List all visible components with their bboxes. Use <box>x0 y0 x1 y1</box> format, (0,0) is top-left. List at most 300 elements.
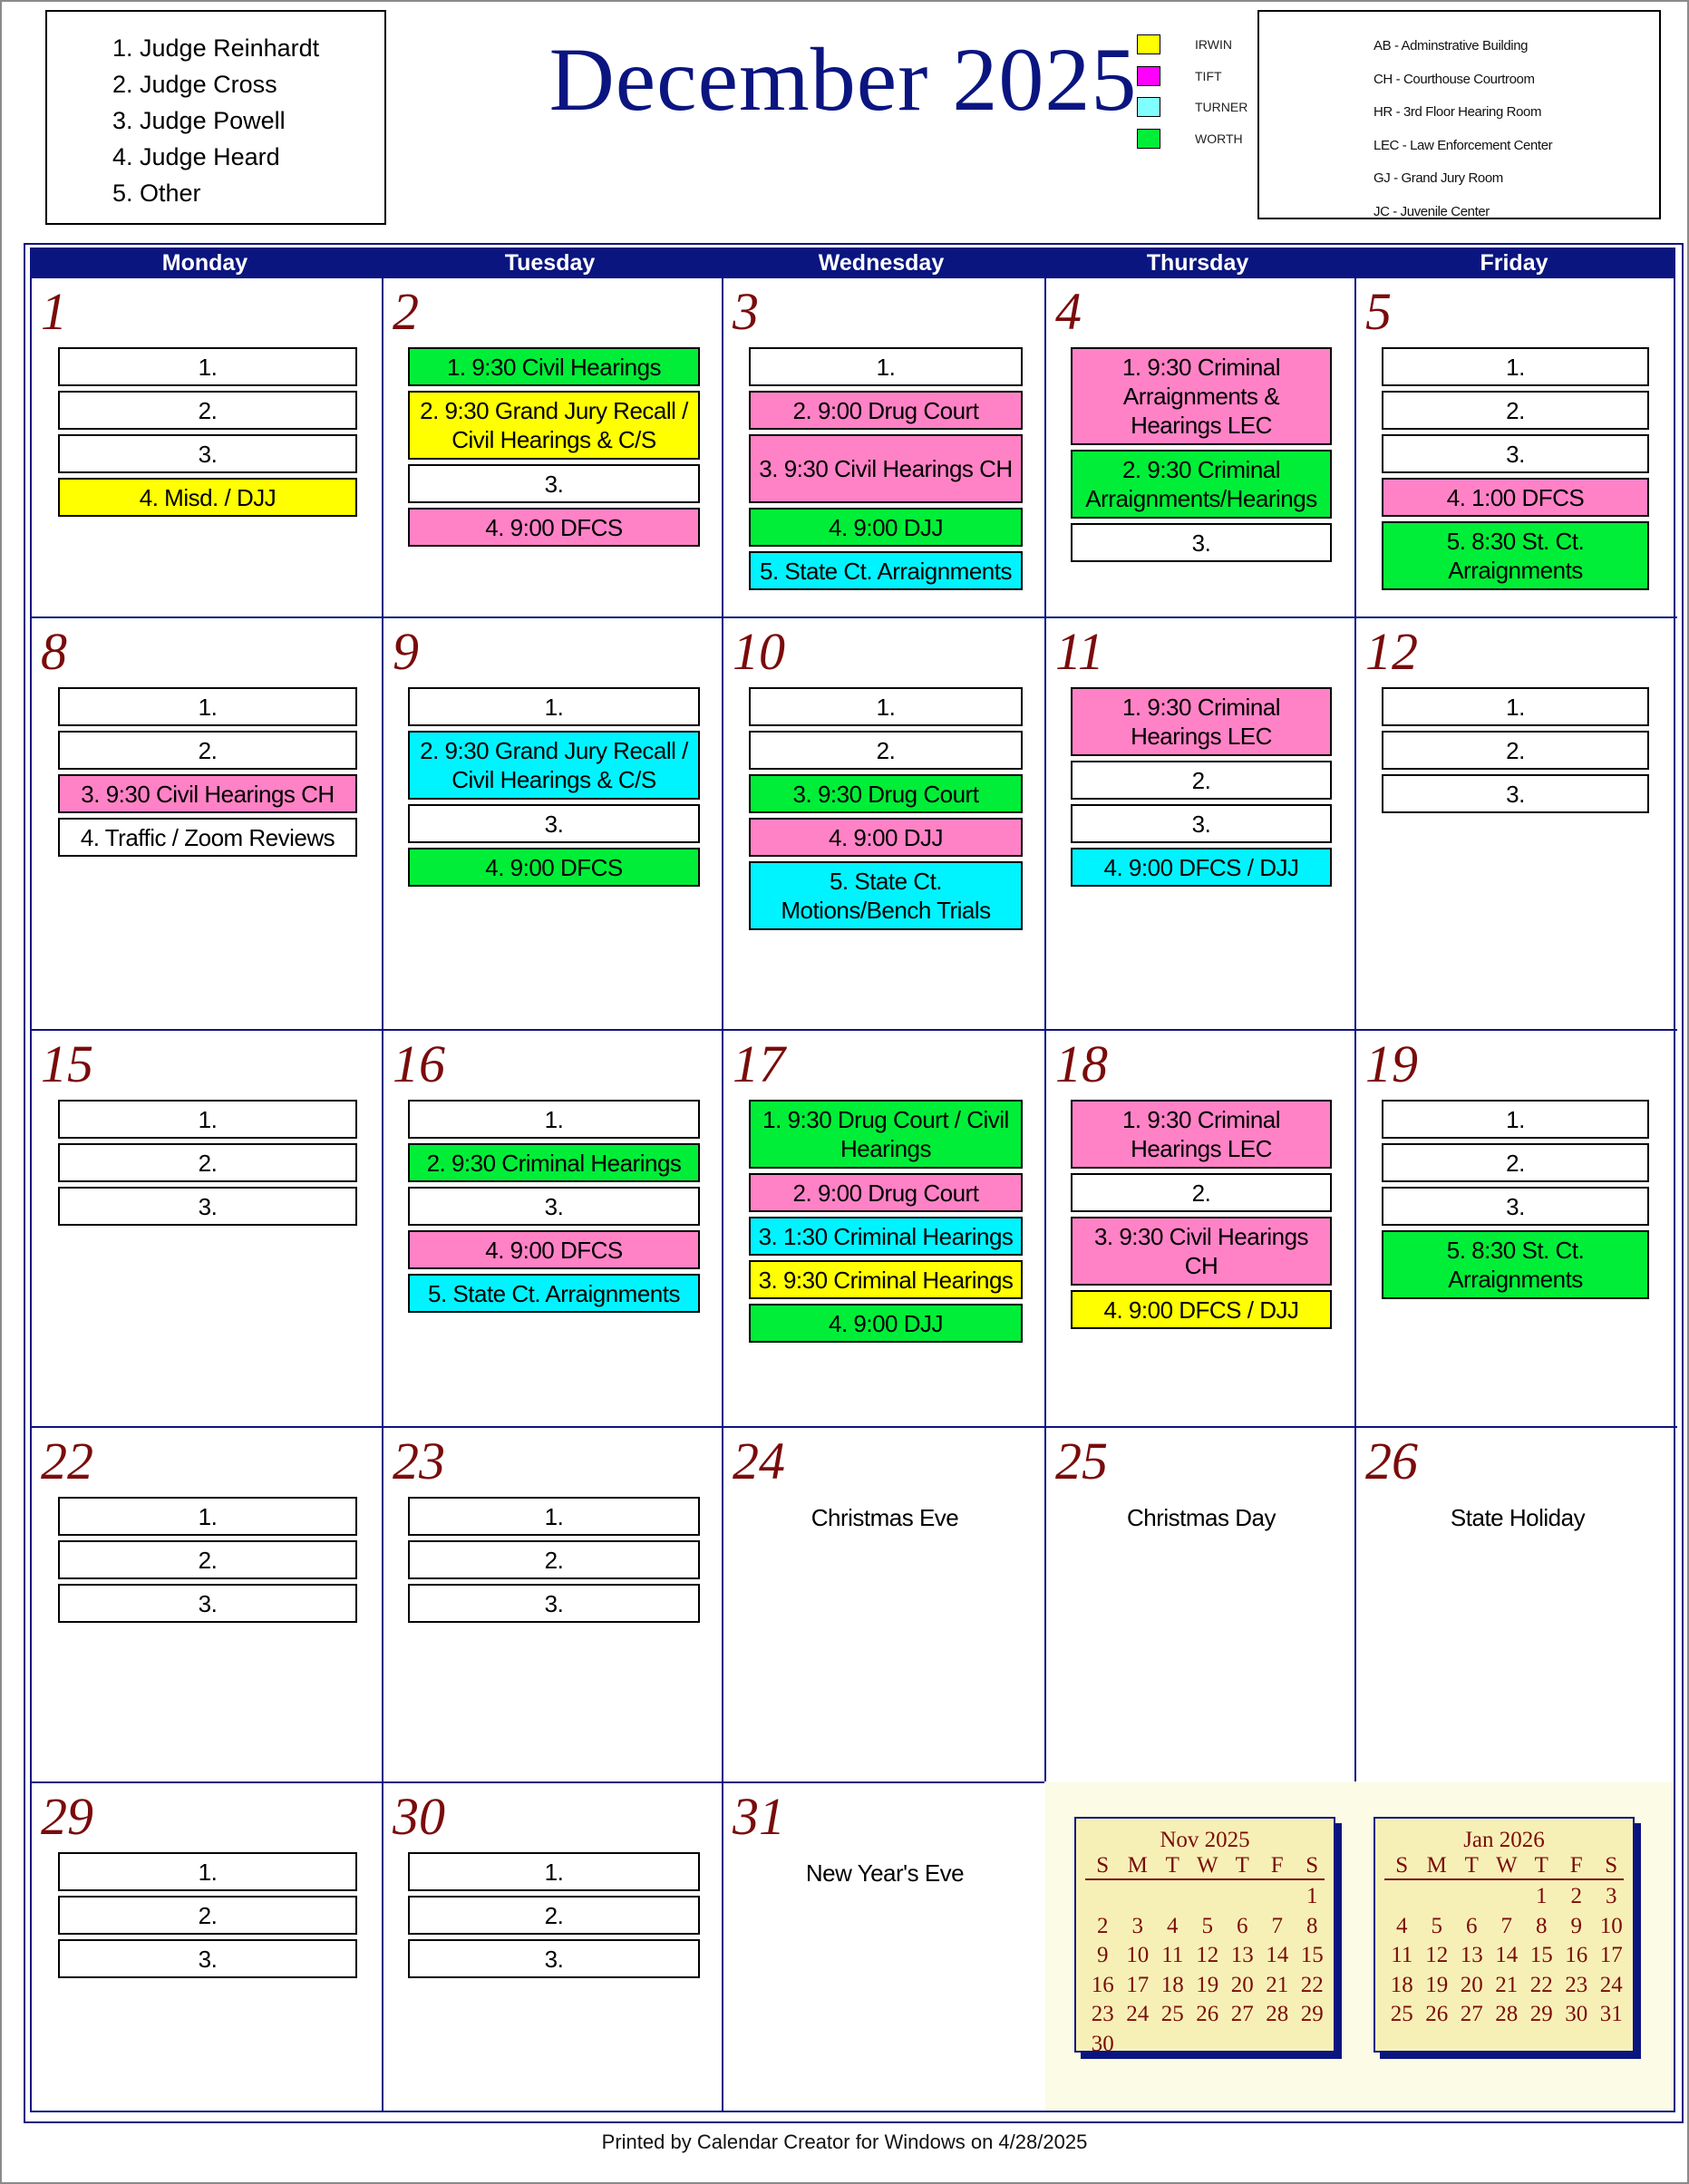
event-entry[interactable] <box>408 1187 700 1226</box>
mini-day: 22 <box>1529 1972 1553 1997</box>
judge-item: 5. Other <box>112 180 201 207</box>
event-text: 1. <box>198 1502 218 1530</box>
event-text: 4. 9:00 DJJ <box>828 1309 943 1337</box>
day-cell-22 <box>32 1426 382 1781</box>
day-cell-4 <box>1044 278 1354 616</box>
event-entry[interactable] <box>58 731 357 770</box>
day-number: 5 <box>1365 282 1392 341</box>
event-text: 4. 9:00 DFCS <box>485 853 623 881</box>
mini-day: 16 <box>1091 1972 1114 1997</box>
event-text: 2. 9:00 Drug Court <box>792 396 979 424</box>
event-entry[interactable] <box>408 464 700 503</box>
mini-day: 10 <box>1599 1913 1623 1938</box>
event-text: 3. 9:30 Civil Hearings CH <box>759 455 1013 482</box>
mini-calendar-title: Nov 2025 <box>1160 1828 1250 1852</box>
judge-item: 1. Judge Reinhardt <box>112 34 320 62</box>
event-text: 1. 9:30 Drug Court / Civil Hearings <box>762 1106 1009 1162</box>
event-entry[interactable] <box>408 1540 700 1579</box>
mini-calendar-days <box>1085 1882 1325 2059</box>
event-entry[interactable] <box>58 1584 357 1623</box>
county-label: TIFT <box>1195 68 1222 83</box>
mini-day: 2 <box>1097 1913 1109 1938</box>
mini-day: 19 <box>1196 1972 1219 1997</box>
mini-day: 9 <box>1570 1913 1582 1938</box>
event-text: 4. 9:00 DFCS <box>485 513 623 541</box>
mini-day: 26 <box>1425 2002 1449 2026</box>
event-text: 1. 9:30 Criminal Hearings LEC <box>1121 1106 1281 1162</box>
print-footer: Printed by Calendar Creator for Windows on 4/28/2025 <box>601 2131 1088 2153</box>
event-entry[interactable] <box>58 1497 357 1536</box>
event-entry[interactable] <box>749 774 1023 813</box>
event-text: 3. <box>544 810 564 838</box>
mini-day: 29 <box>1529 2002 1553 2026</box>
mini-blank <box>1490 1882 1525 1912</box>
event-entry[interactable] <box>58 687 357 726</box>
event-entry[interactable] <box>408 1230 700 1269</box>
mini-weekday: T <box>1235 1853 1249 1878</box>
day-number: 18 <box>1055 1034 1108 1093</box>
day-cell-2 <box>382 278 722 616</box>
event-entry[interactable] <box>1071 804 1332 843</box>
day-cell-8 <box>32 616 382 1029</box>
mini-weekday: S <box>1395 1853 1409 1878</box>
judge-item: 2. Judge Cross <box>112 71 277 98</box>
day-cell-17 <box>722 1029 1044 1426</box>
location-item: JC - Juvenile Center <box>1374 203 1490 219</box>
mini-weekday: W <box>1495 1853 1518 1878</box>
mini-day: 1 <box>1306 1884 1318 1908</box>
mini-day: 19 <box>1425 1972 1449 1997</box>
event-entry[interactable] <box>1071 1290 1332 1329</box>
event-entry[interactable] <box>408 1584 700 1623</box>
day-cell-16 <box>382 1029 722 1426</box>
event-entry[interactable] <box>58 1143 357 1182</box>
event-text: 1. 9:30 Criminal Hearings LEC <box>1121 694 1281 750</box>
mini-day: 21 <box>1495 1972 1519 1997</box>
mini-day: 4 <box>1396 1913 1408 1938</box>
weekday-header <box>30 248 1675 278</box>
mini-blank <box>1085 1882 1121 1912</box>
mini-day: 23 <box>1091 2002 1114 2026</box>
event-entry[interactable] <box>58 1939 357 1978</box>
mini-weekday: F <box>1569 1853 1583 1878</box>
mini-weekday: T <box>1464 1853 1479 1878</box>
event-entry[interactable] <box>749 551 1023 590</box>
mini-day: 4 <box>1167 1913 1179 1938</box>
event-text: 3. <box>544 1945 564 1973</box>
mini-day: 14 <box>1495 1943 1519 1967</box>
event-entry[interactable] <box>408 1274 700 1313</box>
event-text: 2. 9:30 Grand Jury Recall / Civil Hearings & C/S <box>420 737 688 793</box>
mini-calendar-nov-2025 <box>1074 1817 1335 2056</box>
event-entry[interactable] <box>749 1304 1023 1343</box>
mini-day: 27 <box>1230 2002 1254 2026</box>
mini-day: 15 <box>1300 1943 1324 1967</box>
event-entry[interactable] <box>58 774 357 813</box>
mini-calendar-weekdays <box>1085 1853 1325 1880</box>
mini-blank <box>1190 1882 1226 1912</box>
event-entry[interactable] <box>1382 478 1649 517</box>
day-number: 9 <box>393 622 419 681</box>
weekday-friday: Friday <box>1480 250 1548 276</box>
day-number: 30 <box>393 1787 445 1846</box>
location-item: LEC - Law Enforcement Center <box>1374 137 1553 153</box>
event-entry[interactable] <box>58 1187 357 1226</box>
day-number: 4 <box>1055 282 1082 341</box>
mini-day: 8 <box>1306 1913 1318 1938</box>
event-text: 4. 9:00 DFCS <box>485 1236 623 1264</box>
location-item: HR - 3rd Floor Hearing Room <box>1374 104 1542 120</box>
event-entry[interactable] <box>408 687 700 726</box>
mini-day: 7 <box>1271 1913 1283 1938</box>
event-text: 3. <box>1506 440 1525 468</box>
event-text: 1. <box>198 1858 218 1886</box>
mini-day: 1 <box>1536 1884 1548 1908</box>
event-entry[interactable] <box>749 687 1023 726</box>
event-entry[interactable] <box>408 731 700 800</box>
county-color-legend <box>1137 29 1247 154</box>
event-entry[interactable] <box>408 848 700 887</box>
mini-day: 8 <box>1536 1913 1548 1938</box>
event-entry[interactable] <box>1071 848 1332 887</box>
day-number: 26 <box>1365 1432 1418 1490</box>
day-cell-19 <box>1354 1029 1677 1426</box>
event-text: 1. <box>876 693 896 721</box>
locations-legend <box>1257 10 1661 219</box>
mini-day: 12 <box>1196 1943 1219 1967</box>
day-cell-29 <box>32 1781 382 2111</box>
event-entry[interactable] <box>408 1896 700 1935</box>
event-entry[interactable] <box>58 818 357 857</box>
event-entry[interactable] <box>58 434 357 473</box>
event-entry[interactable] <box>1071 1100 1332 1169</box>
mini-weekday: S <box>1605 1853 1618 1878</box>
event-text: 3. <box>198 1945 218 1973</box>
event-text: 4. Traffic / Zoom Reviews <box>80 823 335 851</box>
day-note: Christmas Eve <box>811 1504 959 1531</box>
mini-day: 12 <box>1425 1943 1449 1967</box>
event-text: 2. 9:30 Criminal Hearings <box>426 1149 682 1177</box>
event-text: 3. 1:30 Criminal Hearings <box>758 1222 1014 1250</box>
event-entry[interactable] <box>408 1852 700 1891</box>
event-text: 4. 9:00 DFCS / DJJ <box>1103 1296 1299 1324</box>
event-text: 2. 9:30 Grand Jury Recall / Civil Hearings & C/S <box>420 397 688 453</box>
day-number: 29 <box>41 1787 93 1846</box>
event-entry[interactable] <box>1382 1187 1649 1226</box>
event-entry[interactable] <box>408 508 700 547</box>
event-entry[interactable] <box>749 1217 1023 1256</box>
event-entry[interactable] <box>749 508 1023 547</box>
event-text: 1. <box>198 1105 218 1133</box>
county-legend-item <box>1137 61 1247 92</box>
day-number: 17 <box>733 1034 785 1093</box>
day-cell-12 <box>1354 616 1677 1029</box>
event-entry[interactable] <box>1071 347 1332 445</box>
event-text: 2. <box>198 736 218 764</box>
day-cell-5 <box>1354 278 1677 616</box>
event-text: 2. <box>198 1546 218 1574</box>
event-text: 3. <box>198 440 218 468</box>
day-note: State Holiday <box>1450 1504 1586 1531</box>
mini-weekday: T <box>1165 1853 1179 1878</box>
judges-legend <box>45 10 386 225</box>
event-entry[interactable] <box>408 391 700 460</box>
day-number: 10 <box>733 622 785 681</box>
event-entry[interactable] <box>749 1100 1023 1169</box>
event-text: 1. <box>544 1502 564 1530</box>
county-label: IRWIN <box>1195 37 1232 53</box>
county-label: WORTH <box>1195 131 1243 146</box>
weekday-tuesday: Tuesday <box>504 250 596 276</box>
mini-day: 30 <box>1565 2002 1588 2026</box>
event-entry[interactable] <box>58 1896 357 1935</box>
event-text: 2. <box>198 1149 218 1177</box>
day-number: 16 <box>393 1034 445 1093</box>
event-entry[interactable] <box>408 347 700 386</box>
event-entry[interactable] <box>58 347 357 386</box>
mini-day: 5 <box>1431 1913 1442 1938</box>
mini-day: 17 <box>1599 1943 1623 1967</box>
event-text: 3. 9:30 Civil Hearings CH <box>81 780 335 808</box>
event-entry[interactable] <box>1382 347 1649 386</box>
event-text: 1. <box>1506 353 1525 381</box>
mini-day: 30 <box>1091 2031 1114 2056</box>
event-entry[interactable] <box>1071 1217 1332 1286</box>
calendar-title: December 2025 <box>548 29 1138 130</box>
mini-day: 16 <box>1565 1943 1588 1967</box>
event-entry[interactable] <box>408 1100 700 1139</box>
event-text: 2. <box>1191 1179 1211 1207</box>
event-text: 5. 8:30 St. Ct. Arraignments <box>1446 1237 1585 1293</box>
mini-blank <box>1454 1882 1490 1912</box>
event-entry[interactable] <box>408 1497 700 1536</box>
day-number: 22 <box>41 1432 93 1490</box>
mini-day: 26 <box>1196 2002 1219 2026</box>
day-cell-11 <box>1044 616 1354 1029</box>
weekday-wednesday: Wednesday <box>818 250 945 276</box>
event-entry[interactable] <box>1071 523 1332 562</box>
event-text: 5. State Ct. Arraignments <box>760 557 1012 585</box>
day-cell-24 <box>722 1426 1044 1781</box>
event-entry[interactable] <box>1382 1100 1649 1139</box>
mini-day: 27 <box>1460 2002 1483 2026</box>
county-legend-item <box>1137 123 1247 155</box>
mini-calendar-days <box>1384 1882 1624 2030</box>
event-entry[interactable] <box>408 804 700 843</box>
event-entry[interactable] <box>1382 1230 1649 1299</box>
day-cell-23 <box>382 1426 722 1781</box>
event-text: 3. 9:30 Criminal Hearings <box>758 1266 1014 1294</box>
event-text: 5. State Ct. Arraignments <box>428 1279 680 1307</box>
day-cell-3 <box>722 278 1044 616</box>
event-text: 3. <box>1191 810 1211 838</box>
day-number: 19 <box>1365 1034 1418 1093</box>
event-text: 3. <box>198 1589 218 1617</box>
mini-day: 25 <box>1160 2002 1184 2026</box>
day-number: 23 <box>393 1432 445 1490</box>
event-text: 2. 9:30 Criminal Arraignments/Hearings <box>1085 456 1317 512</box>
mini-day: 28 <box>1495 2002 1519 2026</box>
event-entry[interactable] <box>408 1143 700 1182</box>
mini-blank <box>1121 1882 1156 1912</box>
mini-day: 7 <box>1500 1913 1512 1938</box>
event-entry[interactable] <box>749 391 1023 430</box>
event-text: 1. <box>1506 693 1525 721</box>
mini-blank <box>1225 1882 1260 1912</box>
mini-day: 3 <box>1131 1913 1143 1938</box>
day-note: Christmas Day <box>1127 1504 1276 1531</box>
mini-day: 14 <box>1266 1943 1289 1967</box>
mini-day: 23 <box>1565 1972 1588 1997</box>
event-text: 2. <box>544 1901 564 1929</box>
event-text: 4. Misd. / DJJ <box>139 483 277 511</box>
event-entry[interactable] <box>1382 391 1649 430</box>
mini-day: 9 <box>1097 1943 1109 1967</box>
county-legend-item <box>1137 29 1247 61</box>
event-text: 3. <box>1506 1192 1525 1220</box>
event-text: 5. 8:30 St. Ct. Arraignments <box>1446 528 1585 584</box>
mini-day: 13 <box>1230 1943 1254 1967</box>
location-item: GJ - Grand Jury Room <box>1374 170 1503 186</box>
event-text: 2. <box>198 1901 218 1929</box>
event-text: 3. <box>198 1192 218 1220</box>
event-entry[interactable] <box>749 731 1023 770</box>
mini-blank <box>1384 1882 1420 1912</box>
event-entry[interactable] <box>749 818 1023 857</box>
day-cell-18 <box>1044 1029 1354 1426</box>
county-swatch <box>1137 129 1160 149</box>
event-text: 3. <box>544 1589 564 1617</box>
mini-calendar-title: Jan 2026 <box>1463 1828 1545 1852</box>
mini-calendar-jan-2026 <box>1374 1817 1635 2053</box>
event-text: 1. 9:30 Civil Hearings <box>446 353 662 381</box>
event-text: 1. <box>544 693 564 721</box>
event-text: 1. <box>198 353 218 381</box>
event-entry[interactable] <box>749 861 1023 930</box>
mini-day: 22 <box>1300 1972 1324 1997</box>
event-text: 3. <box>1191 529 1211 557</box>
mini-weekday: F <box>1270 1853 1284 1878</box>
county-swatch <box>1137 66 1160 86</box>
event-text: 2. <box>198 396 218 424</box>
day-number: 15 <box>41 1034 93 1093</box>
event-entry[interactable] <box>1382 1143 1649 1182</box>
mini-day: 6 <box>1466 1913 1478 1938</box>
event-text: 3. 9:30 Drug Court <box>792 780 979 808</box>
event-text: 1. 9:30 Criminal Arraignments & Hearings LEC <box>1121 354 1281 439</box>
county-swatch <box>1137 34 1160 54</box>
event-entry[interactable] <box>1382 521 1649 590</box>
event-text: 1. <box>544 1858 564 1886</box>
event-entry[interactable] <box>1071 761 1332 800</box>
event-entry[interactable] <box>749 1173 1023 1212</box>
mini-day: 5 <box>1201 1913 1213 1938</box>
day-note: New Year's Eve <box>805 1859 965 1887</box>
mini-weekday: M <box>1426 1853 1447 1878</box>
mini-day: 3 <box>1606 1884 1617 1908</box>
mini-weekday: S <box>1306 1853 1319 1878</box>
event-text: 3. 9:30 Civil Hearings CH <box>1093 1223 1309 1279</box>
mini-day: 31 <box>1599 2002 1623 2026</box>
day-cell-1 <box>32 278 382 616</box>
day-number: 1 <box>41 282 67 341</box>
mini-day: 20 <box>1460 1972 1483 1997</box>
event-text: 3. <box>544 470 564 498</box>
mini-blank <box>1155 1882 1190 1912</box>
event-entry[interactable] <box>749 347 1023 386</box>
event-entry[interactable] <box>58 1100 357 1139</box>
event-entry[interactable] <box>1382 731 1649 770</box>
event-entry[interactable] <box>58 1852 357 1891</box>
weekday-monday: Monday <box>161 250 248 276</box>
event-text: 3. <box>544 1192 564 1220</box>
mini-day: 17 <box>1126 1972 1150 1997</box>
event-entry[interactable] <box>1071 450 1332 519</box>
event-entry[interactable] <box>58 1540 357 1579</box>
mini-day: 10 <box>1126 1943 1150 1967</box>
event-entry[interactable] <box>1071 687 1332 756</box>
judge-item: 4. Judge Heard <box>112 143 280 170</box>
mini-day: 18 <box>1390 1972 1413 1997</box>
day-cell-9 <box>382 616 722 1029</box>
mini-weekday: M <box>1127 1853 1148 1878</box>
event-entry[interactable] <box>749 434 1023 503</box>
mini-day: 13 <box>1460 1943 1483 1967</box>
mini-weekday: S <box>1096 1853 1110 1878</box>
day-cell-26 <box>1354 1426 1677 1781</box>
event-entry[interactable] <box>749 1260 1023 1299</box>
event-entry[interactable] <box>1382 687 1649 726</box>
event-text: 2. 9:00 Drug Court <box>792 1179 979 1207</box>
day-number: 3 <box>733 282 759 341</box>
mini-day: 18 <box>1160 1972 1184 1997</box>
mini-day: 29 <box>1300 2002 1324 2026</box>
event-entry[interactable] <box>58 478 357 517</box>
day-number: 2 <box>393 282 419 341</box>
mini-day: 11 <box>1161 1943 1184 1967</box>
event-text: 5. State Ct. Motions/Bench Trials <box>781 868 991 924</box>
event-entry[interactable] <box>1071 1173 1332 1212</box>
event-text: 1. <box>1506 1105 1525 1133</box>
mini-weekday: T <box>1534 1853 1548 1878</box>
mini-calendar-weekdays <box>1384 1853 1624 1880</box>
day-number: 25 <box>1055 1432 1108 1490</box>
event-text: 4. 9:00 DFCS / DJJ <box>1103 853 1299 881</box>
event-entry[interactable] <box>408 1939 700 1978</box>
event-text: 4. 9:00 DJJ <box>828 823 943 851</box>
day-cell-30 <box>382 1781 722 2111</box>
event-text: 2. <box>1506 1149 1525 1177</box>
event-text: 4. 1:00 DFCS <box>1446 483 1585 511</box>
county-swatch <box>1137 97 1160 117</box>
event-entry[interactable] <box>1382 434 1649 473</box>
location-item: AB - Adminstrative Building <box>1374 38 1529 53</box>
event-text: 2. <box>544 1546 564 1574</box>
mini-day: 25 <box>1390 2002 1413 2026</box>
event-text: 1. <box>544 1105 564 1133</box>
day-number: 31 <box>733 1787 785 1846</box>
location-item: CH - Courthouse Courtroom <box>1374 71 1535 87</box>
day-number: 11 <box>1055 622 1104 681</box>
county-label: TURNER <box>1195 100 1248 115</box>
event-entry[interactable] <box>1382 774 1649 813</box>
mini-day: 2 <box>1570 1884 1582 1908</box>
event-text: 2. <box>1506 396 1525 424</box>
event-text: 3. <box>1506 780 1525 808</box>
event-entry[interactable] <box>58 391 357 430</box>
county-legend-item <box>1137 92 1247 123</box>
weekday-thursday: Thursday <box>1146 250 1249 276</box>
